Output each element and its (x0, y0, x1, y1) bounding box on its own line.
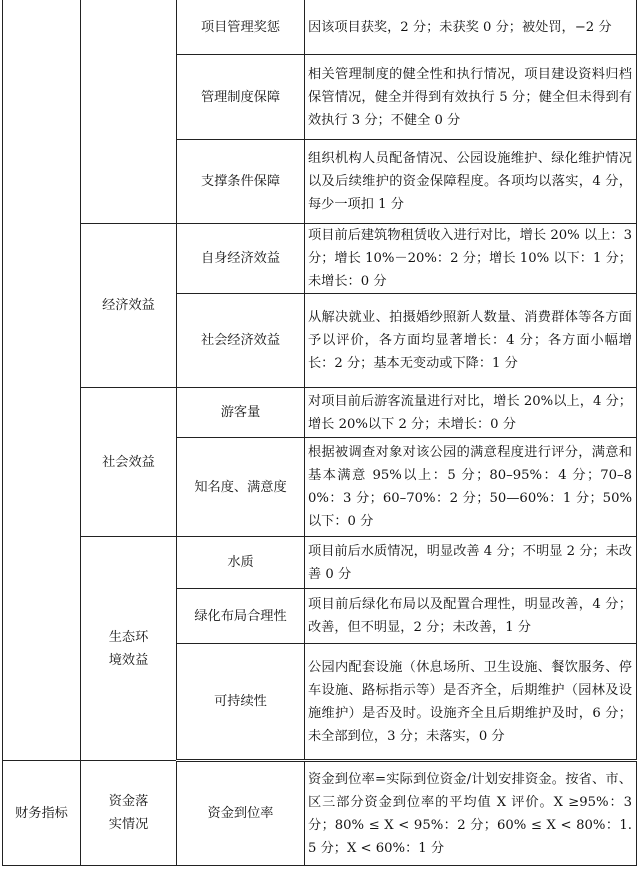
criteria-cell: 公园内配套设施（休息场所、卫生设施、餐饮服务、停车设施、路标指示等）是否齐全，后期维护（园林及设施维护）是否及时。设施齐全且后期维护及时，6 分；未全部到位，3 分；未落实，0 分 (305, 644, 637, 761)
table-row (3, 0, 637, 55)
table-row (3, 761, 637, 866)
indicator-cell: 社会经济效益 (177, 294, 305, 388)
group-cell-empty (3, 0, 81, 761)
criteria-cell: 根据被调查对象对该公园的满意程度进行评分，满意和基本满意 95%以上：5 分；80–95%：4 分；70–80%：3 分；60–70%：2 分；50—60%：1 分；50%以下：0 分 (305, 438, 637, 537)
category-finance: 财务指标 (3, 761, 81, 866)
table-row (3, 224, 637, 294)
indicator-cell: 自身经济效益 (177, 224, 305, 294)
sub-category-economic: 经济效益 (81, 224, 177, 388)
criteria-cell: 项目前后绿化布局以及配置合理性，明显改善，4 分；改善，但不明显，2 分；未改善，1 分 (305, 589, 637, 644)
criteria-cell: 项目前后建筑物租赁收入进行对比，增长 20% 以上：3 分；增长 10%－20%：2 分；增长 10% 以下：1 分；未增长：0 分 (305, 224, 637, 294)
sub-cell-empty (81, 0, 177, 224)
eco-label-line1: 生态环 (108, 629, 149, 645)
indicator-cell: 资金到位率 (177, 761, 305, 866)
eco-label-line2: 境效益 (108, 652, 149, 668)
table-row (3, 388, 637, 438)
criteria-cell: 项目前后水质情况，明显改善 4 分；不明显 2 分；未改善 0 分 (305, 537, 637, 589)
indicator-cell: 知名度、满意度 (177, 438, 305, 537)
funds-label-line1: 资金落 (108, 794, 149, 809)
indicator-cell: 水质 (177, 537, 305, 589)
sub-category-funds (81, 761, 177, 866)
indicator-cell: 项目管理奖惩 (177, 0, 305, 55)
evaluation-table (2, 0, 637, 866)
sub-category-ecological (81, 537, 177, 761)
indicator-cell: 管理制度保障 (177, 55, 305, 140)
criteria-cell: 因该项目获奖，2 分；未获奖 0 分；被处罚，−2 分 (305, 0, 637, 55)
sub-category-social: 社会效益 (81, 388, 177, 537)
funds-label-line2: 实情况 (108, 817, 149, 832)
criteria-cell: 对项目前后游客流量进行对比，增长 20%以上，4 分；增长 20%以下 2 分；未增长：0 分 (305, 388, 637, 438)
indicator-cell: 可持续性 (177, 644, 305, 761)
indicator-cell: 支撑条件保障 (177, 140, 305, 224)
table-row (3, 537, 637, 589)
criteria-cell: 相关管理制度的健全性和执行情况，项目建设资料归档保管情况，健全并得到有效执行 5 分；健全但未得到有效执行 3 分；不健全 0 分 (305, 55, 637, 140)
criteria-cell: 资金到位率=实际到位资金/计划安排资金。按省、市、区三部分资金到位率的平均值 X 评价。X ≥95%：3 分；80% ≤ X < 95%：2 分；60% ≤ X < 80%：1.5 分；X < 60%：1 分 (305, 761, 637, 866)
indicator-cell: 绿化布局合理性 (177, 589, 305, 644)
criteria-cell: 组织机构人员配备情况、公园设施维护、绿化维护情况以及后续维护的资金保障程度。各项均以落实，4 分，每少一项扣 1 分 (305, 140, 637, 224)
criteria-cell: 从解决就业、拍摄婚纱照新人数量、消费群体等各方面予以评价，各方面均显著增长：4 分；各方面小幅增长：2 分；基本无变动或下降：1 分 (305, 294, 637, 388)
indicator-cell: 游客量 (177, 388, 305, 438)
